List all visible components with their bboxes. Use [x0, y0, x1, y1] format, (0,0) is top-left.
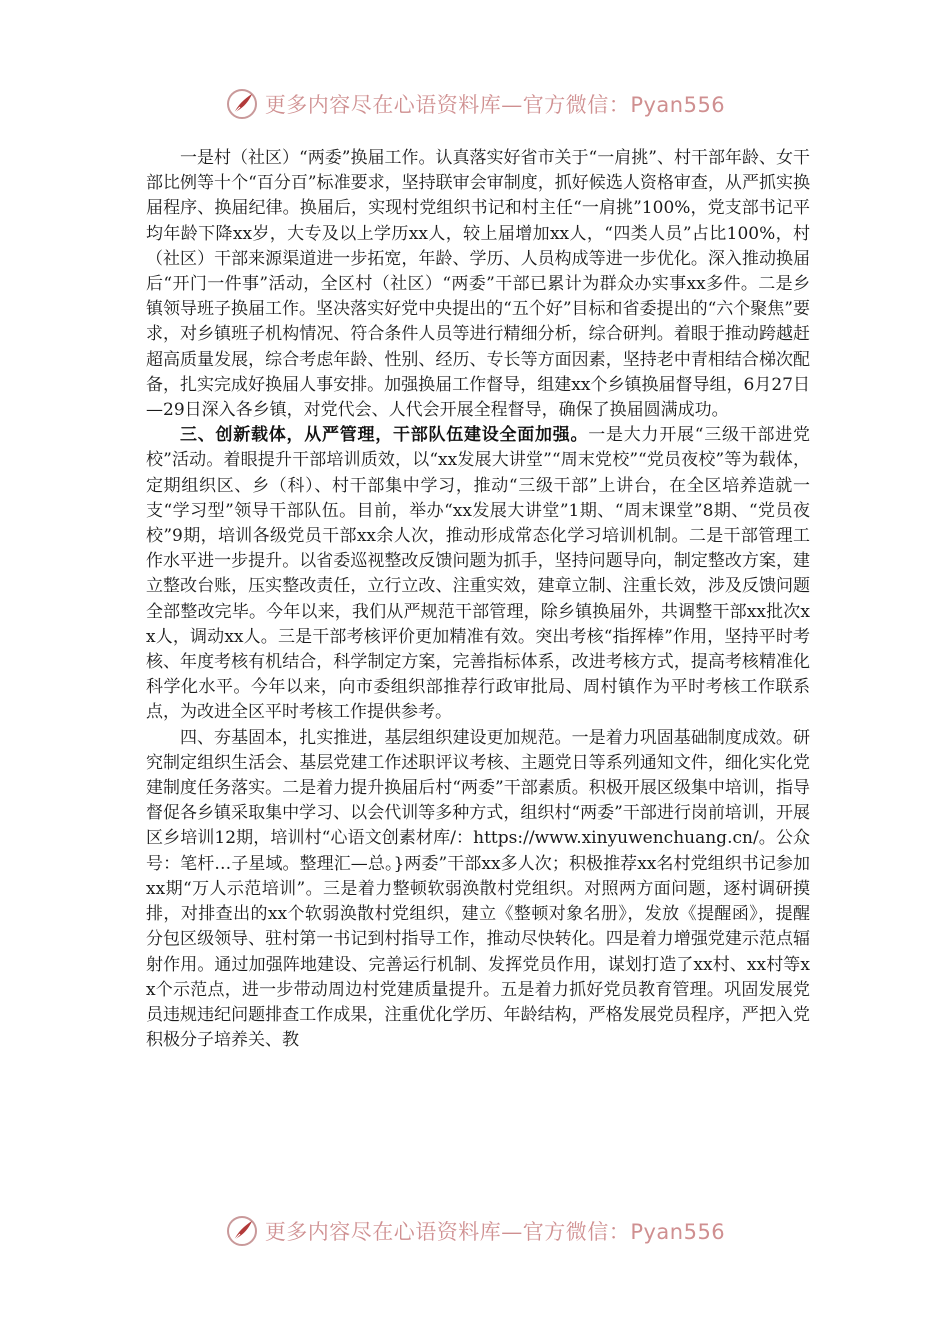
section-heading-3: 三、创新载体，从严管理，干部队伍建设全面加强。	[180, 425, 589, 446]
paragraph-text: 一是村（社区）“两委”换届工作。认真落实好省市关于“一肩挑”、村干部年龄、女干部比例等十个“百分百”标准要求，坚持联审会审制度，抓好候选人资格审查，从严抓实换届程序、换届纪律。换届后，实现村党组织书记和村主任“一肩挑”100%，党支部书记平均年龄下降xx岁，大专及以上学历xx人，较上届增加xx人，“四类人员”占比100%，村（社区）干部来源渠道进一步拓宽，年龄、学历、人员构成等进一步优化。深入推动换届后“开门一件事”活动，全区村（社区）“两委”干部已累计为群众办实事xx多件。二是乡镇领导班子换届工作。坚决落实好党中央提出的“五个好”目标和省委提出的“六个聚焦”要求，对乡镇班子机构情况、符合条件人员等进行精细分析，综合研判。着眼于推动跨越赶超高质量发展，综合考虑年龄、性别、经历、专长等方面因素，坚持老中青相结合梯次配备，扎实完成好换届人事安排。加强换届工作督导，组建xx个乡镇换届督导组，6月27日—29日深入各乡镇，对党代会、人代会开展全程督导，确保了换届圆满成功。	[146, 148, 810, 421]
quill-logo-icon	[225, 1214, 259, 1248]
paragraph-text: 四、夯基固本，扎实推进，基层组织建设更加规范。一是着力巩固基础制度成效。研究制定组织生活会、基层党建工作述职评议考核、主题党日等系列通知文件，细化实化党建制度任务落实。二是着力提升换届后村“两委”干部素质。积极开展区级集中培训，指导督促各乡镇采取集中学习、以会代训等多种方式，组织村“两委”干部进行岗前培训，开展区乡培训12期，培训村“心语文创素材库/：https://www.xinyuwenchuang.cn/。公众号：笔杆…子星域。整理汇—总。}两委”干部xx多人次；积极推荐xx名村党组织书记参加xx期“万人示范培训”。三是着力整顿软弱涣散村党组织。对照两方面问题，逐村调研摸排，对排查出的xx个软弱涣散村党组织，建立《整顿对象名册》，发放《提醒函》，提醒分包区级领导、驻村第一书记到村指导工作，推动尽快转化。四是着力增强党建示范点辐射作用。通过加强阵地建设、完善运行机制、发挥党员作用，谋划打造了xx村、xx村等xx个示范点，进一步带动周边村党建质量提升。五是着力抓好党员教育管理。巩固发展党员违规违纪问题排查工作成果，注重优化学历、年龄结构，严格发展党员程序，严把入党积极分子培养关、教	[146, 727, 810, 1051]
paragraph-1	[146, 146, 810, 423]
document-body	[146, 146, 810, 1053]
header-watermark-banner	[0, 84, 950, 124]
wechat-id: Pyan556	[630, 93, 726, 117]
watermark-text: 更多内容尽在心语资料库—官方微信：Pyan556	[264, 93, 726, 117]
paragraph-2	[146, 423, 810, 725]
paragraph-3	[146, 726, 810, 1054]
footer-watermark-banner	[0, 1211, 950, 1251]
quill-logo-icon	[225, 87, 259, 121]
paragraph-text: 一是大力开展“三级干部进党校”活动。着眼提升干部培训质效，以“xx发展大讲堂”“周末党校”“党员夜校”等为载体，定期组织区、乡（科）、村干部集中学习，推动“三级干部”上讲台，在全区培养造就一支“学习型”领导干部队伍。目前，举办“xx发展大讲堂”1期、“周末课堂”8期、“党员夜校”9期，培训各级党员干部xx余人次，推动形成常态化学习培训机制。二是干部管理工作水平进一步提升。以省委巡视整改反馈问题为抓手，坚持问题导向，制定整改方案，建立整改台账，压实整改责任，立行立改、注重实效，建章立制、注重长效，涉及反馈问题全部整改完毕。今年以来，我们从严规范干部管理，除乡镇换届外，共调整干部xx批次xx人，调动xx人。三是干部考核评价更加精准有效。突出考核“指挥棒”作用，坚持平时考核、年度考核有机结合，科学制定方案，完善指标体系，改进考核方式，提高考核精准化科学化水平。今年以来，向市委组织部推荐行政审批局、周村镇作为平时考核工作联系点，为改进全区平时考核工作提供参考。	[146, 425, 810, 723]
wechat-id: Pyan556	[630, 1220, 726, 1244]
watermark-text: 更多内容尽在心语资料库—官方微信：Pyan556	[264, 1220, 726, 1244]
